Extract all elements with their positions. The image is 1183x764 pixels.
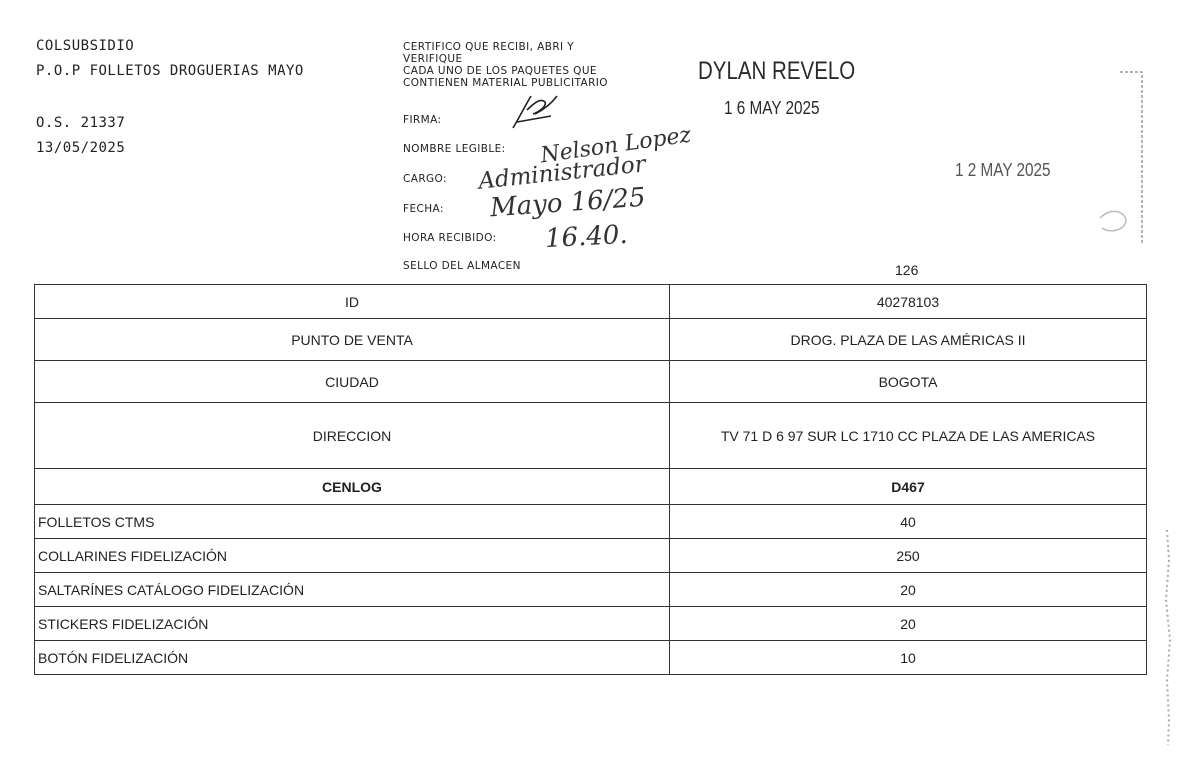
company-name: COLSUBSIDIO bbox=[36, 38, 135, 54]
item-name: FOLLETOS CTMS bbox=[35, 505, 670, 539]
certification-line: VERIFIQUE bbox=[403, 53, 463, 65]
item-row bbox=[35, 641, 1147, 675]
certification-line: CONTIENEN MATERIAL PUBLICITARIO bbox=[403, 77, 608, 89]
row-value-cenlog: D467 bbox=[670, 469, 1147, 505]
item-row bbox=[35, 539, 1147, 573]
document-date: 13/05/2025 bbox=[36, 140, 126, 156]
date-stamp-received: 1 6 MAY 2025 bbox=[724, 98, 820, 118]
item-name: SALTARÍNES CATÁLOGO FIDELIZACIÓN bbox=[35, 573, 670, 607]
nombre-handwritten: Nelson Lopez bbox=[538, 122, 693, 169]
item-quantity: 250 bbox=[670, 539, 1147, 573]
item-row bbox=[35, 505, 1147, 539]
table-row bbox=[35, 285, 1147, 319]
item-name: STICKERS FIDELIZACIÓN bbox=[35, 607, 670, 641]
fecha-handwritten: Mayo 16/25 bbox=[489, 182, 647, 224]
delivery-table bbox=[34, 284, 1147, 675]
stamp-bracket-mark bbox=[1090, 68, 1160, 248]
item-name: BOTÓN FIDELIZACIÓN bbox=[35, 641, 670, 675]
row-value-id: 40278103 bbox=[670, 285, 1147, 319]
row-label-cenlog: CENLOG bbox=[35, 469, 670, 505]
item-name: COLLARINES FIDELIZACIÓN bbox=[35, 539, 670, 573]
receiver-name-stamp: DYLAN REVELO bbox=[698, 57, 856, 85]
nombre-label: NOMBRE LEGIBLE: bbox=[403, 143, 506, 155]
hora-label: HORA RECIBIDO: bbox=[403, 232, 497, 244]
order-number: O.S. 21337 bbox=[36, 115, 126, 131]
row-value-ciudad: BOGOTA bbox=[670, 361, 1147, 403]
item-quantity: 40 bbox=[670, 505, 1147, 539]
signature-scribble bbox=[505, 88, 565, 134]
cargo-label: CARGO: bbox=[403, 173, 447, 185]
item-quantity: 20 bbox=[670, 607, 1147, 641]
item-quantity: 10 bbox=[670, 641, 1147, 675]
certification-text bbox=[403, 41, 608, 89]
item-quantity: 20 bbox=[670, 573, 1147, 607]
row-value-direccion: TV 71 D 6 97 SUR LC 1710 CC PLAZA DE LAS AMERICAS bbox=[670, 403, 1147, 469]
certification-line: CADA UNO DE LOS PAQUETES QUE bbox=[403, 65, 597, 77]
hora-handwritten: 16.40. bbox=[544, 219, 629, 255]
certification-line: CERTIFICO QUE RECIBI, ABRI Y bbox=[403, 41, 575, 53]
fecha-label: FECHA: bbox=[403, 203, 444, 215]
table-row bbox=[35, 469, 1147, 505]
table-row bbox=[35, 319, 1147, 361]
table-row bbox=[35, 361, 1147, 403]
scan-edge-artifact bbox=[1153, 60, 1183, 750]
table-row bbox=[35, 403, 1147, 469]
handwritten-number: 126 bbox=[895, 262, 919, 278]
firma-label: FIRMA: bbox=[403, 114, 442, 126]
document-description: P.O.P FOLLETOS DROGUERIAS MAYO bbox=[36, 63, 304, 79]
date-stamp-faint: 1 2 MAY 2025 bbox=[955, 160, 1051, 180]
row-label-ciudad: CIUDAD bbox=[35, 361, 670, 403]
sello-label: SELLO DEL ALMACEN bbox=[403, 260, 521, 272]
row-label-id: ID bbox=[35, 285, 670, 319]
item-row bbox=[35, 607, 1147, 641]
item-row bbox=[35, 573, 1147, 607]
cargo-handwritten: Administrador bbox=[477, 151, 647, 195]
row-label-punto-de-venta: PUNTO DE VENTA bbox=[35, 319, 670, 361]
row-label-direccion: DIRECCION bbox=[35, 403, 670, 469]
row-value-punto-de-venta: DROG. PLAZA DE LAS AMÉRICAS II bbox=[670, 319, 1147, 361]
